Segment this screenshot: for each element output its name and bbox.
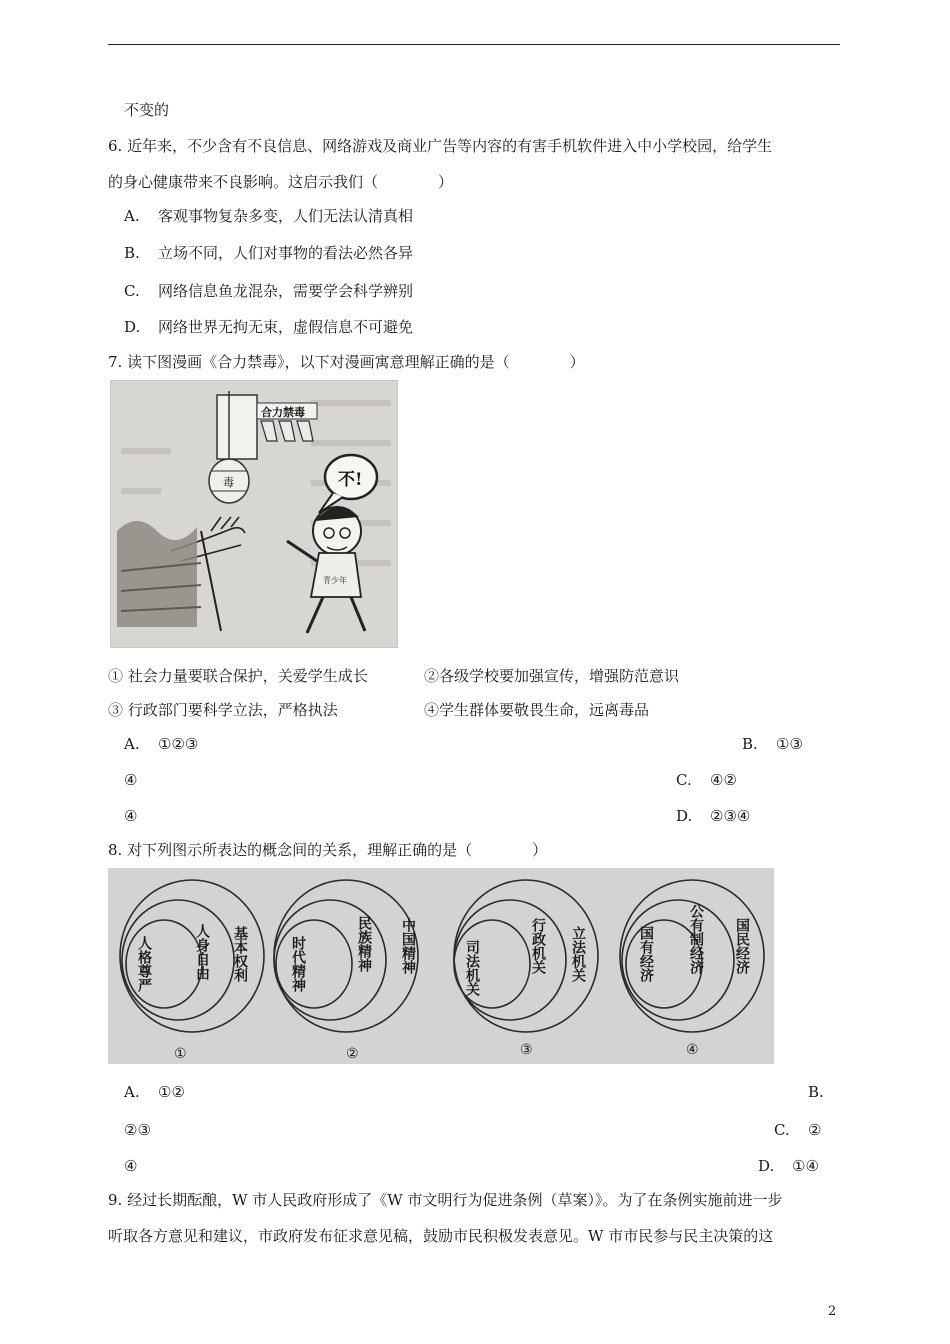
page-number: 2 (828, 1304, 837, 1319)
option-letter: D. (758, 1157, 775, 1175)
q7-option-b-continuation: ④ (124, 771, 138, 789)
q8-option-a (124, 1082, 185, 1102)
q8-stem: 8. 对下列图示所表达的概念间的关系，理解正确的是（ ） (108, 841, 548, 859)
option-letter: C. (676, 771, 692, 789)
q8-option-b-continuation: ②③ (124, 1121, 151, 1139)
option-text: ①③ (776, 735, 803, 753)
option-letter: B. (742, 735, 758, 753)
lantern-text: 毒 (223, 476, 234, 489)
q7-option-b (742, 734, 803, 754)
group3-outer-label: 立法机关 (570, 926, 586, 982)
q7-stem: 7. 读下图漫画《合力禁毒》，以下对漫画寓意理解正确的是（ ） (108, 353, 585, 371)
q8-option-b (808, 1082, 824, 1102)
group4-middle-label: 公有制经济 (688, 904, 704, 974)
option-letter: C. (124, 282, 140, 300)
group4-outer-label: 国民经济 (734, 918, 750, 974)
q7-statement-1: ① 社会力量要联合保护，关爱学生成长 (108, 667, 368, 685)
group1-middle-label: 人身自由 (194, 924, 210, 980)
group2-middle-label: 民族精神 (356, 916, 372, 972)
group2-inner-label: 时代精神 (290, 936, 306, 992)
q7-statement-2: ②各级学校要加强宣传，增强防范意识 (424, 667, 680, 685)
option-text: 客观事物复杂多变，人们无法认清真相 (158, 207, 414, 225)
q6-option-a (124, 206, 413, 226)
cartoon-drawing (111, 381, 397, 647)
option-text: ①②③ (158, 735, 199, 753)
group2-outer-label: 中国精神 (400, 918, 416, 974)
q8-option-d (758, 1156, 819, 1176)
option-text: 网络世界无拘无束，虚假信息不可避免 (158, 318, 414, 336)
banner-board-icon (217, 395, 257, 459)
boy-body-icon (311, 553, 361, 597)
group1-outer-label: 基本权利 (232, 926, 248, 982)
option-letter: B. (808, 1083, 824, 1101)
option-letter: D. (124, 318, 141, 336)
q8-option-c-continuation: ④ (124, 1157, 138, 1175)
banner-text: 合力禁毒 (261, 406, 305, 419)
q9-stem-line1: 9. 经过长期酝酿，W 市人民政府形成了《W 市文明行为促进条例（草案）》。为了在条例实施前进一步 (108, 1191, 783, 1209)
q8-concept-diagram (108, 868, 774, 1064)
option-text: ② (808, 1121, 822, 1139)
option-letter: B. (124, 244, 140, 262)
q9-stem-line2: 听取各方意见和建议，市政府发布征求意见稿，鼓励市民积极发表意见。W 市市民参与民主决策的这 (108, 1227, 774, 1245)
shirt-text: 青少年 (323, 576, 347, 585)
q8-option-c (774, 1120, 821, 1140)
q6-stem-line2: 的身心健康带来不良影响。这启示我们（ ） (108, 173, 454, 191)
option-text: ②③④ (710, 807, 751, 825)
group4-inner-label: 国有经济 (638, 926, 654, 982)
q7-statement-4: ④学生群体要敬畏生命，远离毒品 (424, 701, 650, 719)
q7-option-c (676, 770, 737, 790)
group4-number: ④ (686, 1042, 699, 1058)
option-text: 网络信息鱼龙混杂，需要学会科学辨别 (158, 282, 414, 300)
q7-statement-3: ③ 行政部门要科学立法，严格执法 (108, 701, 338, 719)
venn-diagrams (108, 868, 774, 1064)
q6-option-c (124, 281, 413, 301)
continuation-text: 不变的 (124, 101, 170, 119)
group1-number: ① (174, 1046, 187, 1062)
group3-middle-label: 行政机关 (530, 918, 546, 974)
q7-option-c-continuation: ④ (124, 807, 138, 825)
q7-option-d (676, 806, 750, 826)
q6-stem-line1: 6. 近年来，不少含有不良信息、网络游戏及商业广告等内容的有害手机软件进入中小学校园，给学生 (108, 137, 773, 155)
speech-text: 不! (338, 470, 363, 490)
option-letter: A. (124, 735, 140, 753)
option-letter: A. (124, 1083, 140, 1101)
option-text: 立场不同，人们对事物的看法必然各异 (158, 244, 414, 262)
option-text: ④② (710, 771, 737, 789)
q7-cartoon-image (110, 380, 398, 648)
option-text: ①④ (792, 1157, 819, 1175)
group2-number: ② (346, 1046, 359, 1062)
option-text: ①② (158, 1083, 185, 1101)
group3-number: ③ (520, 1042, 533, 1058)
group1-inner-label: 人格尊严 (136, 936, 152, 992)
q6-option-b (124, 243, 413, 263)
q6-option-d (124, 317, 413, 337)
option-letter: C. (774, 1121, 790, 1139)
header-rule (108, 44, 840, 45)
option-letter: A. (124, 207, 140, 225)
option-letter: D. (676, 807, 693, 825)
group3-inner-label: 司法机关 (464, 940, 480, 996)
q7-option-a (124, 734, 198, 754)
group2-inner-circle (276, 920, 352, 1008)
